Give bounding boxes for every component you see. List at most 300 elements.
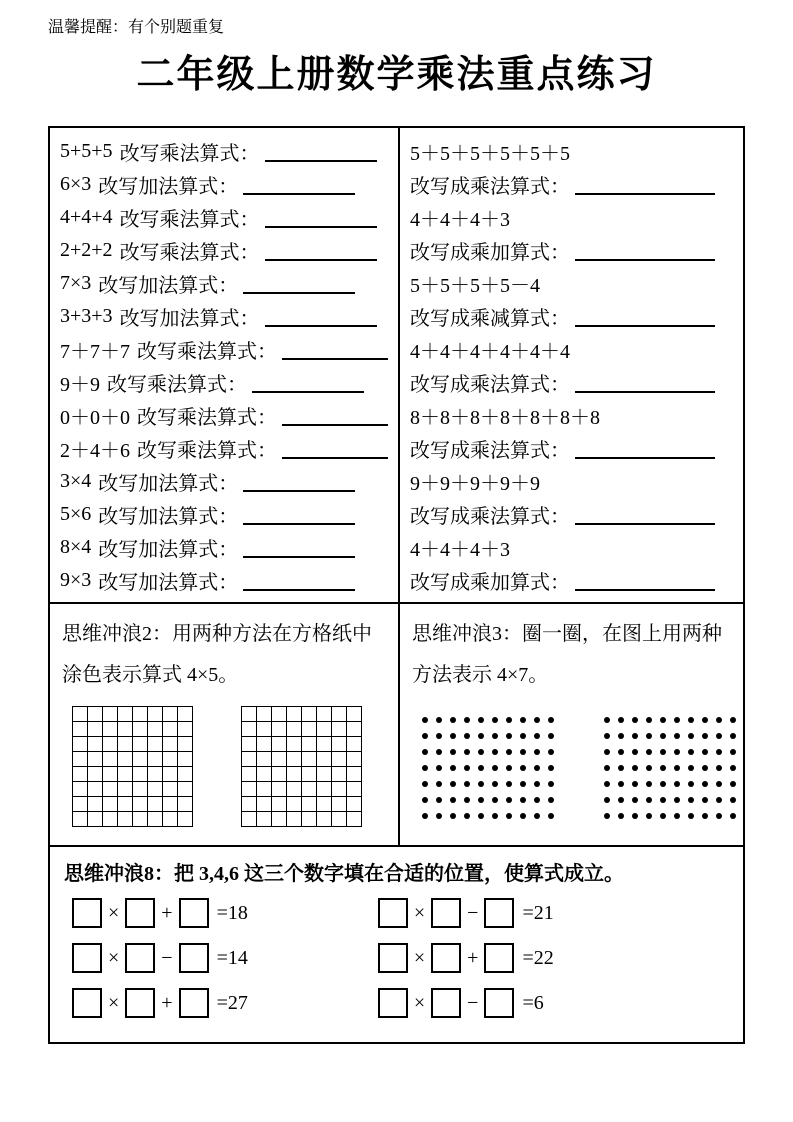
grid-cell [103,722,118,737]
prompt-text: 改写成乘减算式： [409,308,570,330]
equation-result: =22 [522,946,554,969]
question-row [410,531,733,564]
grid-cell [347,812,362,827]
answer-blank[interactable] [282,406,388,426]
answer-blank[interactable] [243,274,355,294]
dot [688,781,694,787]
operator-times: × [413,991,426,1014]
question-row [410,135,733,168]
answer-blank[interactable] [265,142,377,162]
prompt-text: 改写成乘法算式： [409,506,570,528]
dot [478,813,484,819]
dot [520,717,526,723]
answer-blank[interactable] [575,307,715,327]
dot [478,717,484,723]
number-box[interactable] [431,898,461,928]
dot [548,797,554,803]
answer-blank[interactable] [575,505,715,525]
dot [422,717,428,723]
operator-times: × [413,946,426,969]
dot [492,717,498,723]
grid-cell [287,737,302,752]
expression-text: 9×3 [60,569,92,591]
dot [506,765,512,771]
answer-blank[interactable] [575,241,715,261]
operator-sign: + [161,901,173,924]
operator-times: × [413,901,426,924]
prompt-text: 改写加法算式： [98,539,239,561]
grid-cell [302,782,317,797]
expression-text: 4+4+4 [60,206,113,228]
number-box[interactable] [125,943,155,973]
question-row [410,267,733,300]
dot [520,733,526,739]
answer-blank[interactable] [575,373,715,393]
grid-cell [178,812,193,827]
grid-cell [332,782,347,797]
number-box[interactable] [484,943,514,973]
grid-cell [163,767,178,782]
dot [660,733,666,739]
question-row [60,432,388,465]
dot [450,797,456,803]
grid-cell [242,737,257,752]
grid-cell [133,782,148,797]
grid-cell [178,707,193,722]
dot [604,717,610,723]
grid-cell [302,797,317,812]
grid-cell [317,752,332,767]
answer-blank[interactable] [243,472,355,492]
operator-sign: − [467,901,479,924]
expression-text: 3×4 [60,470,92,492]
expression-text: 7＋7＋7 [60,341,130,363]
grid-cell [317,707,332,722]
grid-cell [257,752,272,767]
grid-cell [272,737,287,752]
grid-cell [148,707,163,722]
dot [436,749,442,755]
grid-cell [287,797,302,812]
grid-cell [103,752,118,767]
dot [534,813,540,819]
question-row [60,168,388,201]
answer-blank[interactable] [575,439,715,459]
dot [688,733,694,739]
dot [534,765,540,771]
operator-sign: + [161,991,173,1014]
question-row [60,234,388,267]
number-box[interactable] [72,898,102,928]
grid-cell [88,707,103,722]
dot [604,797,610,803]
equation-row [72,898,370,928]
dot [478,733,484,739]
prompt-text: 改写乘法算式： [107,374,247,396]
dot [436,813,442,819]
number-box[interactable] [179,898,209,928]
grid-cell [163,752,178,767]
dot [716,749,722,755]
dot [548,781,554,787]
dot [520,765,526,771]
prompt-text: 改写成乘法算式： [409,374,570,396]
expression-text: 9＋9 [60,374,100,396]
grid-cell [88,782,103,797]
question-row [60,498,388,531]
expression-text: 8×4 [60,536,92,558]
grid-cell [178,737,193,752]
number-box[interactable] [431,943,461,973]
number-box[interactable] [125,898,155,928]
grid-cell [88,752,103,767]
answer-blank[interactable] [252,373,364,393]
dot [436,765,442,771]
prompt-text: 改写乘法算式： [119,143,260,165]
answer-blank[interactable] [265,208,377,228]
dot [492,749,498,755]
number-box[interactable] [378,943,408,973]
grid-cell [148,767,163,782]
dot [548,813,554,819]
grid-cell [272,782,287,797]
grid-cell [178,752,193,767]
answer-blank[interactable] [265,241,377,261]
dot [604,765,610,771]
grid-cell [118,722,133,737]
operator-times: × [108,991,120,1014]
grid-cell [118,797,133,812]
expression-text: 4＋4＋4＋3 [409,539,510,561]
prompt-text: 改写成乘法算式： [409,440,570,462]
dots-exercise-cell [400,604,743,845]
grid-cell [103,737,118,752]
expression-text: 0＋0＋0 [60,407,130,429]
grid-cell [133,752,148,767]
grid-cell [118,782,133,797]
grid-cell [287,707,302,722]
grid-cell [242,707,257,722]
grid-cell [242,752,257,767]
dot [492,781,498,787]
page-title: 二年级上册数学乘法重点练习 [136,52,657,96]
dot [422,733,428,739]
dot [730,797,736,803]
dot [618,781,624,787]
expression-text: 3+3+3 [60,305,113,327]
equation-result: =18 [216,901,248,924]
dot [436,797,442,803]
dot [730,717,736,723]
square-grid [72,706,193,827]
grid-cell [317,737,332,752]
dot [632,797,638,803]
equation-result: =6 [522,991,544,1014]
answer-blank[interactable] [265,307,377,327]
grid-cell [178,722,193,737]
prompt-text: 改写成乘法算式： [409,176,570,198]
dot [660,717,666,723]
grid-cell [103,707,118,722]
grid-cell [302,752,317,767]
dot [450,749,456,755]
grid-cell [272,767,287,782]
number-box[interactable] [484,988,514,1018]
operator-sign: − [467,991,479,1014]
dot [674,781,680,787]
grid-cell [118,707,133,722]
grid-cell [148,812,163,827]
dot [450,733,456,739]
dot [646,813,652,819]
grid-cell [242,797,257,812]
dot [478,797,484,803]
expression-text: 2+2+2 [60,239,113,261]
dot [492,813,498,819]
grid-cell [133,707,148,722]
dot [478,765,484,771]
grid-cell [163,722,178,737]
equations-right-column [370,898,729,1018]
equation-row [378,898,729,928]
question-row [410,168,733,201]
grid-cell [133,797,148,812]
dot [548,765,554,771]
dot [520,749,526,755]
grid-cell [287,812,302,827]
grid-cell [257,797,272,812]
number-box[interactable] [179,943,209,973]
grid-cell [347,767,362,782]
dot [464,781,470,787]
grid-cell [347,782,362,797]
grid-cell [133,812,148,827]
grid-cell [148,722,163,737]
grid-cell [118,767,133,782]
answer-blank[interactable] [243,571,355,591]
dot [716,781,722,787]
dot [660,797,666,803]
grid-cell [163,737,178,752]
number-box[interactable] [179,988,209,1018]
prompt-text: 改写加法算式： [98,506,239,528]
dot [702,749,708,755]
fill-number-section [50,845,743,1042]
grid-cell [148,737,163,752]
dot [646,781,652,787]
grid-cell [287,752,302,767]
grid-cell [73,737,88,752]
operator-sign: + [467,946,479,969]
grid-cell [88,737,103,752]
answer-blank[interactable] [243,505,355,525]
dot [618,813,624,819]
dot [534,749,540,755]
number-box[interactable] [72,988,102,1018]
equation-row [72,988,370,1018]
question-row [410,333,733,366]
grid-cell [73,812,88,827]
number-box[interactable] [72,943,102,973]
dot [688,765,694,771]
grid-cell [302,707,317,722]
number-box[interactable] [431,988,461,1018]
dot [548,717,554,723]
prompt-text: 改写成乘加算式： [409,572,570,594]
number-box[interactable] [484,898,514,928]
grid-cell [73,782,88,797]
number-box[interactable] [125,988,155,1018]
dot [716,717,722,723]
dot [506,717,512,723]
dot [646,749,652,755]
question-row [410,234,733,267]
fill-number-title: 思维冲浪8：把 3,4,6 这三个数字填在合适的位置，使算式成立。 [64,863,624,885]
grid-cell [88,767,103,782]
question-row [60,465,388,498]
prompt-text: 改写加法算式： [98,572,239,594]
dot [730,781,736,787]
question-row [60,201,388,234]
grid-cell [302,737,317,752]
grid-cell [332,767,347,782]
grid-cell [317,722,332,737]
prompt-text: 改写乘法算式： [119,242,260,264]
dot [604,749,610,755]
answer-blank[interactable] [243,175,355,195]
prompt-text: 改写乘法算式： [137,440,277,462]
grid-cell [332,797,347,812]
number-box[interactable] [378,988,408,1018]
dot [618,749,624,755]
dot [646,717,652,723]
grid-cell [103,812,118,827]
equation-result: =27 [216,991,248,1014]
answer-blank[interactable] [282,340,388,360]
prompt-text: 改写乘法算式： [137,341,277,363]
dot [716,813,722,819]
grid-cell [88,722,103,737]
dot [730,749,736,755]
grid-cell [272,707,287,722]
rewrite-right-column [400,128,743,602]
dot [492,733,498,739]
expression-text: 8＋8＋8＋8＋8＋8＋8 [409,407,600,429]
grid-cell [118,752,133,767]
dot [646,797,652,803]
answer-blank[interactable] [575,571,715,591]
expression-text: 2＋4＋6 [60,440,130,462]
dot [702,765,708,771]
dot [534,733,540,739]
question-row [60,267,388,300]
dot [632,781,638,787]
dot [604,781,610,787]
dot [632,765,638,771]
dot [450,781,456,787]
dot [492,797,498,803]
grid-cell [332,707,347,722]
question-row [410,300,733,333]
dot [506,749,512,755]
dot [688,749,694,755]
expression-text: 5×6 [60,503,92,525]
operator-times: × [108,901,120,924]
grid-cell [287,767,302,782]
grid-cell [347,722,362,737]
grid-cell [178,767,193,782]
grid-cell [73,752,88,767]
grid-cell [317,782,332,797]
grid-cell [257,782,272,797]
dot-grids-row [412,712,731,824]
dots-exercise-title: 思维冲浪3：圈一圈，在图上用两种方法表示 4×7。 [411,623,722,686]
dot [478,781,484,787]
dot [632,813,638,819]
grid-cell [163,782,178,797]
answer-blank[interactable] [243,538,355,558]
grid-cell [257,767,272,782]
grid-cell [178,782,193,797]
grid-exercise-cell [50,604,400,845]
grid-cell [103,797,118,812]
question-row [60,300,388,333]
dot [492,765,498,771]
dot [632,733,638,739]
dot [688,813,694,819]
expression-text: 9＋9＋9＋9＋9 [409,473,540,495]
dot [730,813,736,819]
dot [604,733,610,739]
dot [464,765,470,771]
grid-cell [73,707,88,722]
dot [604,813,610,819]
answer-blank[interactable] [282,439,388,459]
grid-cell [317,812,332,827]
dot [534,717,540,723]
grid-cell [317,797,332,812]
question-row [410,201,733,234]
dot [730,765,736,771]
number-box[interactable] [378,898,408,928]
prompt-text: 改写乘法算式： [137,407,277,429]
prompt-text: 改写成乘加算式： [409,242,570,264]
dot [534,797,540,803]
expression-text: 4＋4＋4＋3 [409,209,510,231]
dot [688,717,694,723]
grid-cell [347,752,362,767]
question-row [60,366,388,399]
dot [422,749,428,755]
grid-cell [257,812,272,827]
answer-blank[interactable] [575,175,715,195]
question-row [410,564,733,597]
dot [548,733,554,739]
thinking-section [50,602,743,845]
dot [660,749,666,755]
equation-result: =14 [216,946,248,969]
question-row [60,333,388,366]
dot [660,765,666,771]
grid-cell [302,812,317,827]
grid-cell [272,797,287,812]
grid-cell [332,752,347,767]
grid-cell [178,797,193,812]
dot [520,797,526,803]
dot [646,733,652,739]
prompt-text: 改写加法算式： [98,473,239,495]
grid-cell [287,782,302,797]
